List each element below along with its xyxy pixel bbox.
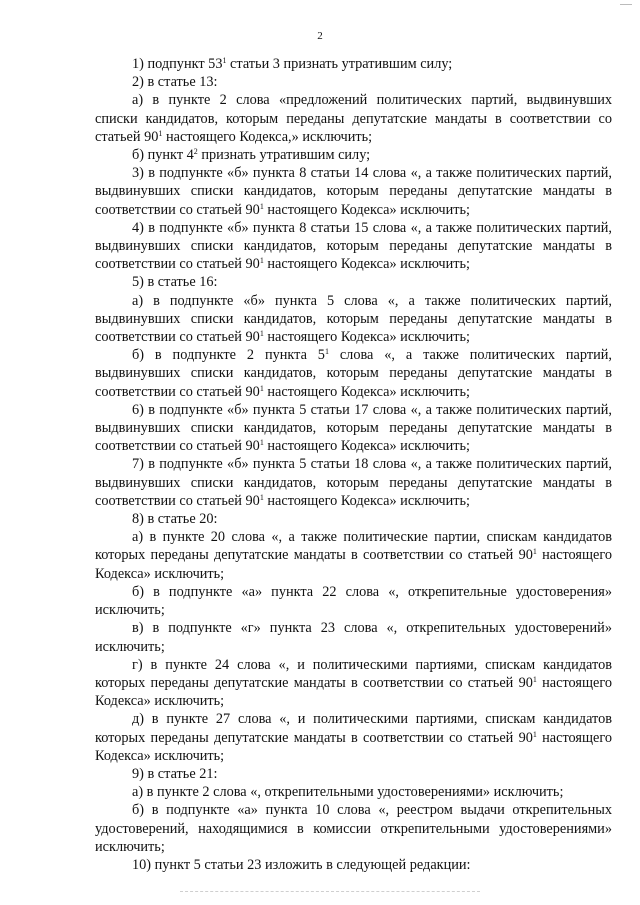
document-paragraph	[95, 528, 612, 583]
document-paragraph	[95, 292, 612, 347]
paragraph-text: настоящего Кодекса» исключить;	[95, 729, 612, 764]
superscript-index: 1	[259, 201, 264, 211]
superscript-index: 1	[259, 383, 264, 393]
paragraph-text: настоящего Кодекса» исключить;	[263, 383, 470, 400]
paragraph-text: 8) в статье 20:	[132, 511, 218, 528]
paragraph-text: 9) в статье 21:	[132, 765, 218, 782]
superscript-index: 1	[222, 56, 227, 65]
superscript-index: 1	[259, 492, 264, 502]
superscript-index: 1	[532, 729, 537, 739]
document-paragraph	[95, 401, 612, 456]
paragraph-text: б) в подпункте 2 пункта 5	[132, 347, 325, 364]
document-paragraph	[95, 619, 612, 655]
document-paragraph	[95, 219, 612, 274]
paragraph-text: а) в пункте 2 слова «, открепительными удостоверениями» исключить;	[132, 784, 564, 801]
paragraph-text: 4) в подпункте «б» пункта 8 статьи 15 слова «, а также политических партий, выдвинувших списки кандидатов, которым переданы депутатские мандаты в соответствии со статьей 90	[95, 219, 612, 273]
paragraph-text: б) пункт 4	[132, 147, 194, 164]
scan-corner-mark	[620, 0, 632, 5]
paragraph-text: д) в пункте 27 слова «, и политическими партиями, спискам кандидатов которых переданы депутатские мандаты в соответствии со статьей 90	[95, 711, 612, 746]
document-paragraph	[95, 710, 612, 765]
document-paragraph	[95, 164, 612, 219]
paragraph-text: а) в пункте 20 слова «, а также политические партии, спискам кандидатов которых переданы депутатские мандаты в соответствии со статьей 90	[95, 529, 612, 564]
paragraph-text: б) в подпункте «а» пункта 10 слова «, реестром выдачи открепительных удостоверений, находящимися в комиссии открепительными удостоверениями» исключить;	[95, 802, 612, 855]
paragraph-text: а) в подпункте «б» пункта 5 слова «, а также политических партий, выдвинувших списки кандидатов, которым переданы депутатские мандаты в соответствии со статьей 90	[95, 292, 612, 346]
document-paragraph	[95, 801, 612, 856]
paragraph-text: 1) подпункт 53	[132, 56, 223, 72]
paragraph-text: признать утратившим силу;	[197, 147, 371, 164]
paragraph-text: настоящего Кодекса» исключить;	[263, 492, 470, 509]
paragraph-text: слова «, а также политических партий, выдвинувших списки кандидатов, которым переданы депутатские мандаты в соответствии со статьей 90	[95, 347, 612, 400]
paragraph-text: г) в пункте 24 слова «, и политическими партиями, спискам кандидатов которых переданы депутатские мандаты в соответствии со статьей 90	[95, 656, 612, 691]
paragraph-text: 6) в подпункте «б» пункта 5 статьи 17 слова «, а также политических партий, выдвинувших списки кандидатов, которым переданы депутатские мандаты в соответствии со статьей 90	[95, 401, 612, 455]
paragraph-text: б) в подпункте «а» пункта 22 слова «, открепительные удостоверения» исключить;	[95, 583, 612, 619]
page-number: 2	[317, 30, 323, 42]
paragraph-text: 5) в статье 16:	[132, 274, 218, 291]
document-paragraph	[95, 583, 612, 619]
superscript-index: 1	[259, 256, 264, 266]
paragraph-text: настоящего Кодекса» исключить;	[263, 438, 470, 455]
superscript-index: 1	[158, 128, 163, 138]
document-paragraph	[95, 346, 612, 401]
document-paragraph	[95, 656, 612, 711]
document-paragraph	[95, 783, 612, 801]
paragraph-text: настоящего Кодекса,» исключить;	[162, 128, 373, 145]
paragraph-text: 2) в статье 13:	[132, 74, 218, 91]
paragraph-text: настоящего Кодекса» исключить;	[95, 674, 612, 710]
paragraph-text: настоящего Кодекса» исключить;	[263, 329, 470, 346]
document-paragraph	[95, 455, 612, 510]
document-body	[95, 55, 612, 874]
paragraph-text: настоящего Кодекса» исключить;	[263, 256, 470, 273]
paragraph-text: настоящего Кодекса» исключить;	[95, 547, 612, 582]
document-paragraph	[95, 73, 612, 91]
superscript-index: 1	[532, 674, 537, 684]
superscript-index: 2	[193, 147, 198, 157]
document-paragraph	[95, 91, 612, 146]
superscript-index: 1	[532, 547, 537, 557]
superscript-index: 1	[259, 438, 264, 448]
document-paragraph	[95, 856, 612, 874]
paragraph-text: 3) в подпункте «б» пункта 8 статьи 14 слова «, а также политических партий, выдвинувших списки кандидатов, которым переданы депутатские мандаты в соответствии со статьей 90	[95, 165, 612, 218]
scan-footer-mark	[180, 891, 480, 895]
paragraph-text: а) в пункте 2 слова «предложений политических партий, выдвинувших списки кандидатов, которым переданы депутатские мандаты в соответствии со статьей 90	[95, 92, 612, 145]
paragraph-text: в) в подпункте «г» пункта 23 слова «, открепительных удостоверений» исключить;	[95, 620, 612, 655]
superscript-index: 1	[324, 347, 329, 357]
document-paragraph	[95, 55, 612, 73]
document-paragraph	[95, 510, 612, 528]
paragraph-text: настоящего Кодекса» исключить;	[263, 201, 470, 218]
paragraph-text: статьи 3 признать утратившим силу;	[226, 56, 453, 72]
paragraph-text: 10) пункт 5 статьи 23 изложить в следующей редакции:	[132, 856, 471, 873]
superscript-index: 1	[259, 329, 264, 339]
document-paragraph	[95, 765, 612, 783]
document-paragraph	[95, 273, 612, 291]
paragraph-text: 7) в подпункте «б» пункта 5 статьи 18 слова «, а также политических партий, выдвинувших списки кандидатов, которым переданы депутатские мандаты в соответствии со статьей 90	[95, 456, 612, 509]
document-paragraph	[95, 146, 612, 164]
